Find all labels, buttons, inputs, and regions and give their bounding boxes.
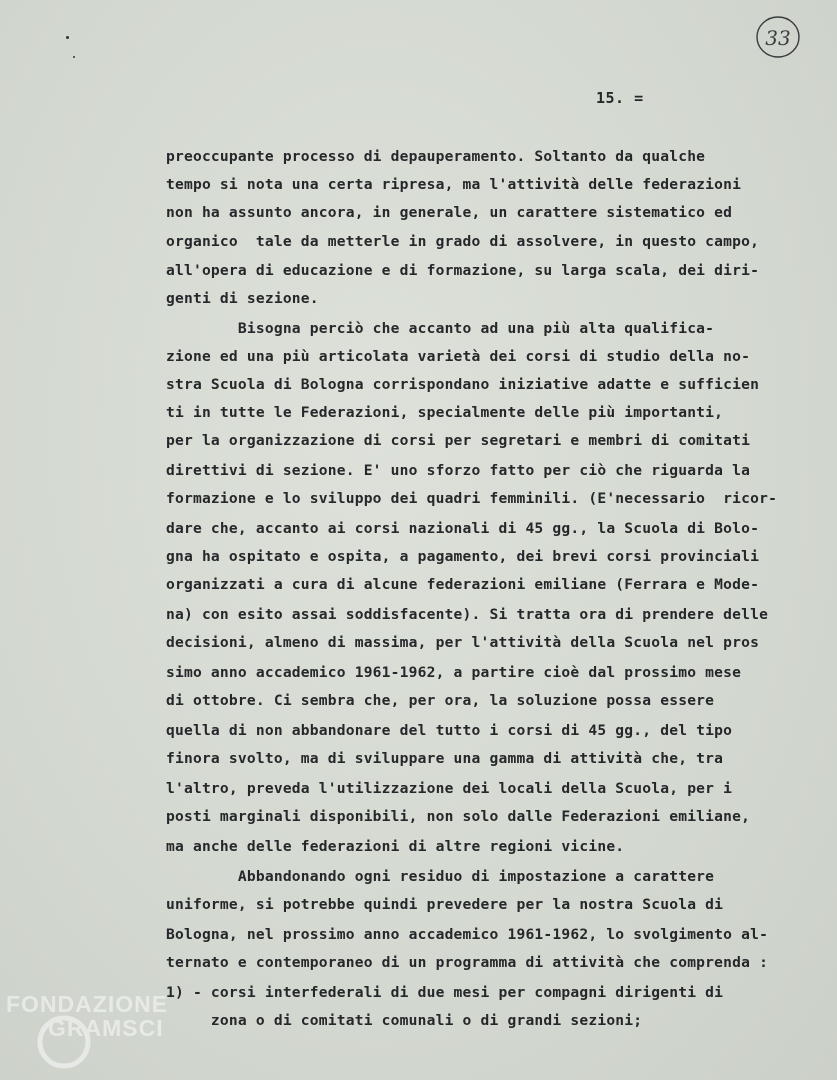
fondazione-gramsci-watermark: [2, 990, 217, 1080]
watermark-line-2: GRAMSCI: [48, 1015, 164, 1041]
ink-speck: [73, 56, 75, 58]
archive-number: 33: [765, 26, 791, 50]
text-line: finora svolto, ma di sviluppare una gamma di attività che, tra: [166, 750, 724, 767]
page-number: 15. =: [596, 89, 644, 107]
text-line: l'altro, preveda l'utilizzazione dei locali della Scuola, per i: [166, 780, 733, 797]
text-line: stra Scuola di Bologna corrispondano iniziative adatte e sufficien: [166, 376, 760, 393]
text-line: ma anche delle federazioni di altre regioni vicine.: [166, 838, 625, 855]
ink-speck: [66, 36, 69, 39]
text-line: simo anno accademico 1961-1962, a partire cioè dal prossimo mese: [166, 664, 742, 681]
text-line: per la organizzazione di corsi per segretari e membri di comitati: [166, 432, 751, 449]
text-line: ternato e contemporaneo di un programma di attività che comprenda :: [166, 954, 769, 971]
text-line: zona o di comitati comunali o di grandi sezioni;: [166, 1012, 643, 1029]
text-line: uniforme, si potrebbe quindi prevedere per la nostra Scuola di: [166, 896, 724, 913]
watermark-line-1: FONDAZIONE: [6, 991, 169, 1017]
text-line: zione ed una più articolata varietà dei corsi di studio della no-: [166, 348, 751, 365]
text-line: di ottobre. Ci sembra che, per ora, la soluzione possa essere: [166, 692, 715, 709]
text-line: ti in tutte le Federazioni, specialmente delle più importanti,: [166, 404, 724, 421]
text-line: quella di non abbandonare del tutto i corsi di 45 gg., del tipo: [166, 722, 733, 739]
text-line: formazione e lo sviluppo dei quadri femminili. (E'necessario ricor-: [166, 490, 778, 507]
text-line: decisioni, almeno di massima, per l'attività della Scuola nel pros: [166, 634, 760, 651]
archive-number-circle: [754, 14, 802, 60]
text-line: posti marginali disponibili, non solo dalle Federazioni emiliane,: [166, 808, 751, 825]
text-line: preoccupante processo di depauperamento. Soltanto da qualche: [166, 148, 706, 165]
text-line: dare che, accanto ai corsi nazionali di 45 gg., la Scuola di Bolo-: [166, 520, 760, 537]
text-line: genti di sezione.: [166, 290, 319, 307]
text-line: Bisogna perciò che accanto ad una più alta qualifica-: [166, 320, 715, 337]
text-line: organizzati a cura di alcune federazioni emiliane (Ferrara e Mode-: [166, 576, 760, 593]
text-line: 1) - corsi interfederali di due mesi per compagni dirigenti di: [166, 984, 724, 1001]
text-line: na) con esito assai soddisfacente). Si tratta ora di prendere delle: [166, 606, 769, 623]
text-line: gna ha ospitato e ospita, a pagamento, dei brevi corsi provinciali: [166, 548, 760, 565]
text-line: organico tale da metterle in grado di assolvere, in questo campo,: [166, 233, 760, 250]
text-line: direttivi di sezione. E' uno sforzo fatto per ciò che riguarda la: [166, 462, 751, 479]
text-line: Abbandonando ogni residuo di impostazione a carattere: [166, 868, 715, 885]
text-line: all'opera di educazione e di formazione, su larga scala, dei diri-: [166, 262, 760, 279]
text-line: non ha assunto ancora, in generale, un carattere sistematico ed: [166, 204, 733, 221]
text-line: Bologna, nel prossimo anno accademico 1961-1962, lo svolgimento al-: [166, 926, 769, 943]
text-line: tempo si nota una certa ripresa, ma l'attività delle federazioni: [166, 176, 742, 193]
